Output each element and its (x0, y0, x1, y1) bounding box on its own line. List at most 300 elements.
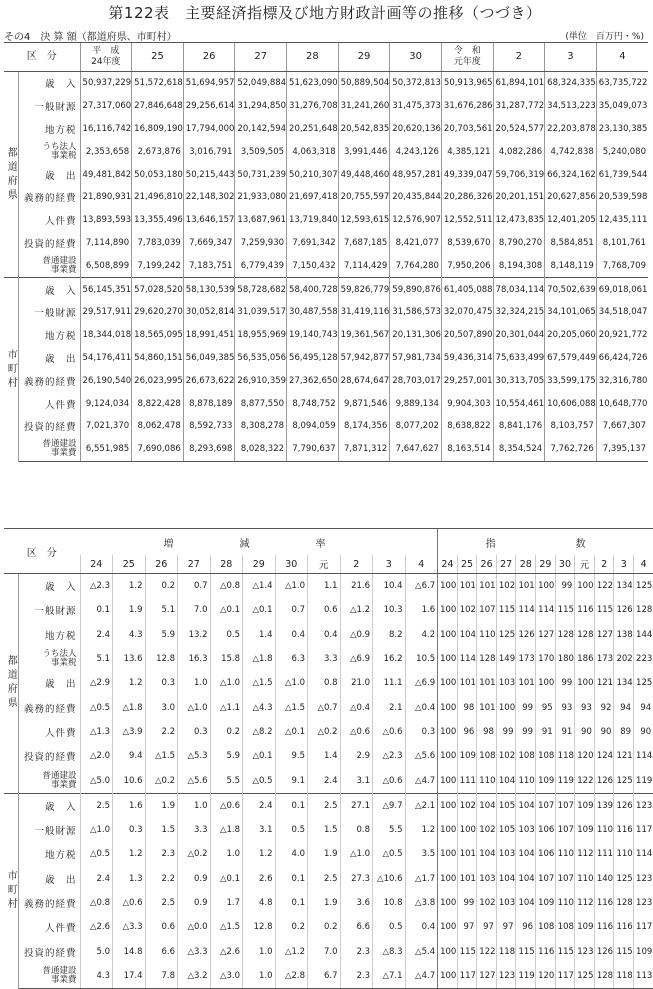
value-cell: 7,790,637 (287, 438, 339, 461)
index-cell: 105 (496, 818, 516, 842)
value-cell: 59,706,319 (493, 163, 545, 186)
index-cell: 173 (516, 647, 536, 671)
rate-cell: 13.2 (178, 623, 211, 647)
value-cell: 8,748,752 (287, 392, 339, 415)
value-cell: 68,324,335 (545, 72, 597, 95)
index-cell: 119 (555, 768, 575, 793)
rate-cell: 9.1 (275, 768, 308, 793)
rate-cell: 14.8 (113, 939, 146, 963)
value-cell: 7,667,307 (596, 415, 648, 438)
rate-cell: △0.9 (340, 623, 373, 647)
row-label: 人件費 (44, 923, 77, 935)
index-year-header: 27 (496, 555, 516, 574)
row-label: 投資的経費 (24, 238, 77, 250)
rate-header: 増 減 率 (80, 529, 438, 556)
value-cell: 10,554,461 (493, 392, 545, 415)
index-year-header: 30 (555, 555, 575, 574)
index-cell: 138 (614, 623, 634, 647)
value-cell: 69,018,061 (596, 278, 648, 301)
index-cell: 223 (634, 647, 653, 671)
index-cell: 170 (536, 647, 556, 671)
rate-cell: △0.8 (210, 574, 243, 599)
index-cell: 100 (438, 867, 458, 891)
index-cell: 121 (594, 671, 614, 695)
index-cell: 100 (438, 574, 458, 599)
rate-cell: △1.0 (275, 671, 308, 695)
index-cell: 89 (614, 720, 634, 744)
index-cell: 109 (457, 744, 477, 768)
rate-cell: 0.5 (373, 915, 406, 939)
index-cell: 100 (575, 574, 595, 599)
value-cell: 31,676,286 (441, 95, 493, 118)
rate-cell: 5.1 (80, 647, 113, 671)
index-cell: 97 (457, 915, 477, 939)
rate-cell: 0.4 (308, 623, 341, 647)
index-cell: 125 (614, 867, 634, 891)
table-row (4, 95, 648, 118)
value-cell: 8,354,524 (493, 438, 545, 461)
value-cell: 10,606,088 (545, 392, 597, 415)
index-cell: 128 (555, 623, 575, 647)
rate-cell: △4.3 (243, 695, 276, 719)
index-cell: 114 (634, 842, 653, 866)
table-row (4, 232, 648, 255)
rate-cell: 1.2 (113, 842, 146, 866)
index-cell: 112 (575, 842, 595, 866)
index-cell: 99 (516, 695, 536, 719)
value-cell: 22,148,302 (183, 186, 235, 209)
rate-cell: △1.0 (178, 695, 211, 719)
rate-cell: △3.9 (113, 720, 146, 744)
rate-cell: 16.3 (178, 647, 211, 671)
rate-cell: △4.7 (405, 964, 438, 989)
rate-cell: 21.0 (340, 671, 373, 695)
index-cell: 115 (516, 939, 536, 963)
index-cell: 95 (536, 695, 556, 719)
rate-cell: 1.0 (243, 964, 276, 989)
index-cell: 117 (634, 818, 653, 842)
value-cell: 20,205,060 (545, 324, 597, 347)
rate-cell: △1.8 (243, 647, 276, 671)
rate-cell: △0.5 (80, 842, 113, 866)
value-cell: 12,473,835 (493, 209, 545, 232)
year-header: 3 (545, 43, 597, 72)
value-cell: 20,921,772 (596, 324, 648, 347)
rate-cell: 27.1 (340, 793, 373, 818)
index-cell: 101 (457, 574, 477, 599)
index-cell: 116 (575, 598, 595, 622)
rate-year-header: 27 (178, 555, 211, 574)
rate-cell: 1.3 (113, 867, 146, 891)
row-label: 一般財源 (34, 826, 77, 838)
rate-cell: 4.2 (405, 623, 438, 647)
rate-cell: 6.3 (275, 647, 308, 671)
table-subtitle: その4 決 算 額（都道府県、市町村） (4, 32, 177, 43)
value-cell: 8,584,851 (545, 232, 597, 255)
rate-cell: 2.3 (340, 964, 373, 989)
rate-cell: 6.6 (340, 915, 373, 939)
index-cell: 102 (477, 818, 497, 842)
rate-cell: 1.9 (308, 891, 341, 915)
value-cell: 31,294,850 (235, 95, 287, 118)
value-cell: 8,878,189 (183, 392, 235, 415)
rate-cell: 1.2 (405, 818, 438, 842)
rate-cell: 10.4 (373, 574, 406, 599)
value-cell: 26,910,359 (235, 369, 287, 392)
rate-cell: △0.6 (373, 720, 406, 744)
index-cell: 99 (457, 891, 477, 915)
value-cell: 78,034,114 (493, 278, 545, 301)
index-cell: 99 (496, 720, 516, 744)
index-cell: 108 (477, 744, 497, 768)
rate-cell: △1.1 (210, 695, 243, 719)
value-cell: 20,286,326 (441, 186, 493, 209)
row-label: 歳 入 (18, 72, 80, 95)
value-cell: 8,592,733 (183, 415, 235, 438)
value-cell: 31,475,373 (390, 95, 442, 118)
index-cell: 113 (634, 964, 653, 989)
index-cell: 102 (496, 744, 516, 768)
index-cell: 94 (614, 695, 634, 719)
value-cell: 20,201,151 (493, 186, 545, 209)
index-cell: 100 (438, 623, 458, 647)
rate-cell: △6.9 (405, 671, 438, 695)
index-cell: 119 (516, 964, 536, 989)
value-cell: 57,942,877 (338, 347, 390, 370)
index-cell: 111 (457, 768, 477, 793)
rate-cell: 2.5 (308, 867, 341, 891)
value-cell: 30,313,705 (493, 369, 545, 392)
rate-cell: 0.8 (340, 818, 373, 842)
value-cell: 12,576,907 (390, 209, 442, 232)
rate-cell: △1.0 (340, 842, 373, 866)
rate-cell: 4.3 (113, 623, 146, 647)
value-cell: 8,148,119 (545, 254, 597, 277)
value-cell: 7,183,751 (183, 254, 235, 277)
row-label: 人件費 (44, 727, 77, 739)
index-cell: 101 (477, 574, 497, 599)
rate-cell: 0.6 (308, 598, 341, 622)
rate-cell: △0.2 (308, 720, 341, 744)
index-cell: 100 (438, 768, 458, 793)
value-cell: 28,703,017 (390, 369, 442, 392)
value-cell: 31,276,708 (287, 95, 339, 118)
index-cell: 121 (614, 744, 634, 768)
value-cell: 59,436,314 (441, 347, 493, 370)
rate-year-header: 25 (113, 555, 146, 574)
index-cell: 101 (457, 867, 477, 891)
value-cell: 75,633,499 (493, 347, 545, 370)
table1-header-row (4, 43, 648, 72)
value-cell: 8,841,176 (493, 415, 545, 438)
index-cell: 114 (536, 598, 556, 622)
value-cell: 29,517,911 (80, 301, 132, 324)
rate-cell: 1.6 (113, 793, 146, 818)
value-cell: 26,190,540 (80, 369, 132, 392)
value-cell: 8,194,308 (493, 254, 545, 277)
rate-cell: △1.5 (145, 744, 178, 768)
index-cell: 115 (594, 598, 614, 622)
rate-cell: △0.6 (340, 720, 373, 744)
value-cell: 56,049,385 (183, 347, 235, 370)
rate-cell: 0.5 (275, 818, 308, 842)
value-cell: 66,324,162 (545, 163, 597, 186)
value-cell: 7,762,726 (545, 438, 597, 461)
row-label: 義務的経費 (23, 703, 77, 715)
value-cell: 20,131,306 (390, 324, 442, 347)
index-cell: 128 (634, 598, 653, 622)
index-cell: 107 (536, 867, 556, 891)
rate-cell: 0.4 (405, 915, 438, 939)
value-cell: 7,114,890 (80, 232, 132, 255)
rate-cell: 1.2 (113, 574, 146, 599)
value-cell: 8,877,550 (235, 392, 287, 415)
index-cell: 120 (575, 744, 595, 768)
index-cell: 94 (634, 695, 653, 719)
index-cell: 103 (496, 671, 516, 695)
rate-cell: △1.0 (210, 671, 243, 695)
rate-cell: △3.0 (210, 964, 243, 989)
index-cell: 90 (634, 720, 653, 744)
value-cell: 31,419,116 (338, 301, 390, 324)
value-cell: 50,210,307 (287, 163, 339, 186)
value-cell: 20,301,044 (493, 324, 545, 347)
index-cell: 110 (477, 768, 497, 793)
rate-cell: 2.9 (340, 744, 373, 768)
value-cell: 20,142,594 (235, 118, 287, 141)
index-cell: 127 (477, 964, 497, 989)
index-cell: 104 (477, 842, 497, 866)
rate-cell: △3.3 (178, 939, 211, 963)
rate-cell: 7.0 (178, 598, 211, 622)
value-cell: 12,401,205 (545, 209, 597, 232)
year-header: 平 成 24年度 (80, 43, 132, 72)
rate-cell: 1.0 (243, 939, 276, 963)
table-row (4, 118, 648, 141)
index-cell: 108 (555, 915, 575, 939)
rate-cell: 10.6 (113, 768, 146, 793)
row-label: 普通建設 事業費 (18, 438, 80, 461)
index-cell: 128 (594, 964, 614, 989)
index-cell: 107 (555, 818, 575, 842)
value-cell: 59,890,876 (390, 278, 442, 301)
value-cell: 51,572,618 (132, 72, 184, 95)
value-cell: 7,199,242 (132, 254, 184, 277)
row-label: 地方税 (45, 124, 77, 136)
rate-cell: △2.8 (275, 964, 308, 989)
rate-cell: 5.9 (210, 744, 243, 768)
rate-cell: 21.6 (340, 574, 373, 599)
value-cell: 6,551,985 (80, 438, 132, 461)
value-cell: 57,981,734 (390, 347, 442, 370)
rate-cell: △0.5 (243, 768, 276, 793)
value-cell: 3,016,791 (183, 140, 235, 163)
value-cell: 50,053,180 (132, 163, 184, 186)
value-cell: 34,513,223 (545, 95, 597, 118)
rate-cell: △3.8 (405, 891, 438, 915)
index-cell: 125 (634, 574, 653, 599)
index-cell: 98 (477, 720, 497, 744)
rate-cell: 7.8 (145, 964, 178, 989)
index-cell: 107 (555, 793, 575, 818)
value-cell: 7,647,627 (390, 438, 442, 461)
rate-cell: △0.5 (80, 695, 113, 719)
index-cell: 120 (536, 964, 556, 989)
rate-cell: △2.6 (80, 915, 113, 939)
value-cell: 3,991,446 (338, 140, 390, 163)
index-cell: 118 (555, 744, 575, 768)
index-year-header: 25 (457, 555, 477, 574)
value-cell: 17,794,000 (183, 118, 235, 141)
value-cell: 7,950,206 (441, 254, 493, 277)
row-label: 歳 出 (44, 874, 77, 886)
rate-cell: △6.9 (340, 647, 373, 671)
index-cell: 128 (614, 891, 634, 915)
row-label: 投資的経費 (23, 752, 77, 764)
table-row (4, 278, 648, 301)
index-cell: 100 (438, 598, 458, 622)
table-row (4, 72, 648, 95)
value-cell: 7,871,312 (338, 438, 390, 461)
index-cell: 149 (496, 647, 516, 671)
rate-cell: △0.0 (178, 915, 211, 939)
year-header: 2 (493, 43, 545, 72)
value-cell: 50,731,239 (235, 163, 287, 186)
table-row (4, 842, 653, 866)
value-cell: 9,124,034 (80, 392, 132, 415)
index-cell: 93 (555, 695, 575, 719)
index-cell: 109 (575, 793, 595, 818)
value-cell: 29,257,001 (441, 369, 493, 392)
rate-cell: △1.8 (113, 695, 146, 719)
index-cell: 110 (614, 842, 634, 866)
rate-cell: △0.1 (210, 867, 243, 891)
table-row (4, 140, 648, 163)
table-row (4, 818, 653, 842)
index-cell: 99 (516, 720, 536, 744)
index-cell: 116 (594, 915, 614, 939)
index-cell: 101 (457, 842, 477, 866)
rate-cell: 0.1 (275, 867, 308, 891)
value-cell: 8,094,059 (287, 415, 339, 438)
rate-cell: △5.6 (405, 744, 438, 768)
rate-cell: 3.1 (340, 768, 373, 793)
index-cell: 125 (575, 964, 595, 989)
value-cell: 63,735,722 (596, 72, 648, 95)
index-cell: 101 (516, 574, 536, 599)
index-cell: 110 (555, 842, 575, 866)
table-row (4, 744, 653, 768)
rate-cell: △2.3 (373, 744, 406, 768)
rate-cell: 12.8 (243, 915, 276, 939)
value-cell: 12,435,111 (596, 209, 648, 232)
value-cell: 61,739,544 (596, 163, 648, 186)
rate-cell: 2.1 (373, 695, 406, 719)
rate-year-header: 29 (243, 555, 276, 574)
value-cell: 29,620,270 (132, 301, 184, 324)
index-cell: 102 (477, 891, 497, 915)
index-cell: 101 (457, 671, 477, 695)
value-cell: 49,339,047 (441, 163, 493, 186)
value-cell: 7,669,347 (183, 232, 235, 255)
rate-cell: 12.8 (145, 647, 178, 671)
value-cell: 16,809,190 (132, 118, 184, 141)
rate-cell: 2.5 (145, 891, 178, 915)
rate-cell: 3.3 (178, 818, 211, 842)
table-row (4, 598, 653, 622)
index-cell: 116 (614, 915, 634, 939)
value-cell: 2,353,658 (80, 140, 132, 163)
row-label: うち法人 事業税 (42, 649, 77, 669)
row-label: 人件費 (45, 399, 77, 411)
row-label: 投資的経費 (24, 422, 77, 434)
rate-cell: 3.3 (308, 647, 341, 671)
value-cell: 8,101,761 (596, 232, 648, 255)
rate-cell: △0.8 (80, 891, 113, 915)
index-cell: 100 (496, 695, 516, 719)
index-cell: 123 (634, 867, 653, 891)
value-cell: 28,674,647 (338, 369, 390, 392)
row-label: 一般財源 (34, 102, 77, 114)
index-cell: 100 (438, 818, 458, 842)
value-cell: 20,524,577 (493, 118, 545, 141)
value-cell: 18,344,018 (80, 324, 132, 347)
table2-header-row (4, 529, 653, 556)
index-header: 指 数 (438, 529, 653, 556)
value-cell: 58,130,539 (183, 278, 235, 301)
index-cell: 123 (496, 964, 516, 989)
rate-cell: 0.2 (275, 915, 308, 939)
value-cell: 50,937,229 (80, 72, 132, 95)
index-cell: 102 (496, 574, 516, 599)
rate-cell: 9.5 (275, 744, 308, 768)
index-cell: 100 (438, 720, 458, 744)
index-cell: 180 (555, 647, 575, 671)
value-cell: 7,259,930 (235, 232, 287, 255)
rate-cell: 0.3 (113, 818, 146, 842)
value-cell: 12,552,511 (441, 209, 493, 232)
rate-cell: 2.4 (243, 793, 276, 818)
value-cell: 50,889,504 (338, 72, 390, 95)
value-cell: 50,372,813 (390, 72, 442, 95)
rate-cell: 2.6 (243, 867, 276, 891)
value-cell: 32,316,780 (596, 369, 648, 392)
value-cell: 59,826,779 (338, 278, 390, 301)
index-cell: 101 (516, 671, 536, 695)
rate-cell: 5.0 (80, 939, 113, 963)
index-cell: 116 (594, 891, 614, 915)
rate-year-header: 30 (275, 555, 308, 574)
index-cell: 90 (575, 720, 595, 744)
value-cell: 8,539,670 (441, 232, 493, 255)
index-cell: 128 (477, 647, 497, 671)
index-year-header: 4 (634, 555, 653, 574)
row-label: 地方税 (44, 850, 77, 862)
value-cell: 18,565,095 (132, 324, 184, 347)
rate-cell: △8.3 (373, 939, 406, 963)
index-cell: 92 (594, 695, 614, 719)
row-label: 地方税 (45, 331, 77, 343)
rate-cell: 1.7 (210, 891, 243, 915)
index-cell: 99 (555, 671, 575, 695)
value-cell: 20,507,890 (441, 324, 493, 347)
year-header: 4 (596, 43, 648, 72)
value-cell: 20,755,597 (338, 186, 390, 209)
rate-cell: △2.1 (405, 793, 438, 818)
value-cell: 20,435,844 (390, 186, 442, 209)
rate-cell: 3.0 (145, 695, 178, 719)
index-cell: 101 (477, 671, 497, 695)
